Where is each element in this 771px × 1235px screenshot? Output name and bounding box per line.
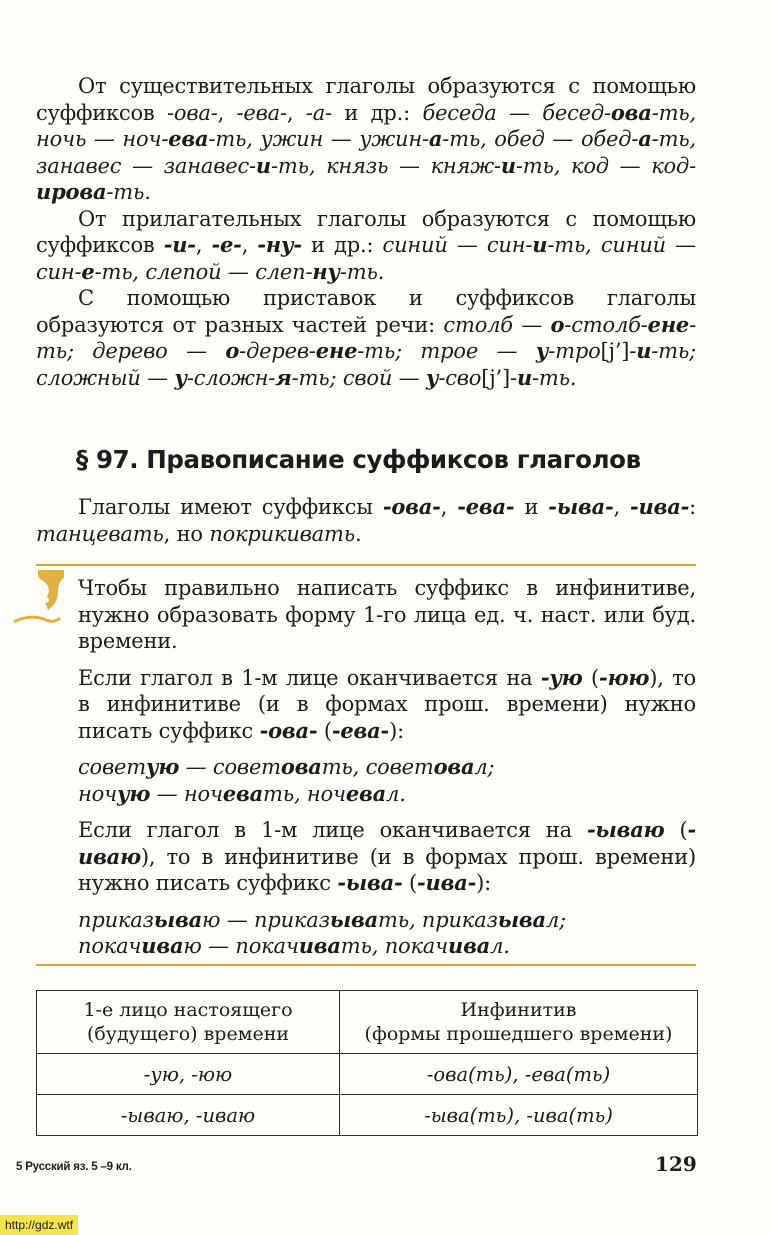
table-row [37,1054,698,1095]
text-run: а [428,126,443,151]
text-run: ива [298,933,341,958]
text-run: ова [433,754,475,779]
text-run: : [689,495,697,519]
text-run: -ова- [259,717,318,743]
text-run: От прилагательных глаголы образуются с помощью суффиксов [36,206,696,257]
table-header-row [37,991,698,1054]
text-run: -дерев- [239,339,316,363]
text-run: -юю [599,664,650,690]
text-run: - [629,339,637,363]
text-run: -ну- [257,232,302,257]
text-run: о [550,311,565,337]
table-cell: -ую, -юю [37,1054,340,1095]
text-run: совет [78,755,146,779]
text-run: ( [664,818,688,842]
section-title: § 97. Правописание суффиксов глаголов [76,445,641,474]
table-cell: -ыва(ть), -ива(ть) [340,1095,698,1136]
text-run: ( [402,871,418,895]
text-run: -ова- [167,100,218,125]
text-run: От существительных глаголы образуются с помощью суффиксов [36,74,696,125]
example-line-2 [78,781,696,808]
rule-divider-bottom [36,964,696,966]
text-run: у [535,338,549,363]
text-run: ую [116,780,151,806]
rule-text-2 [78,665,696,745]
text-run: -ть. [106,180,151,204]
text-run: -ть, слепой — слеп- [94,259,313,284]
text-run: ене [647,311,690,337]
text-run: , [613,495,631,519]
text-run: , [241,233,258,257]
text-run: , [440,495,458,519]
text-run: л; [474,755,495,779]
text-run: беседа — бесед- [422,100,611,125]
text-run: -ива- [417,870,477,895]
text-run: Если глагол в 1-м лице оканчивается на [78,818,587,842]
text-run: ): [389,718,404,743]
text-run: ), то в инфинитиве (и в формах прош. времени) нужно писать суффикс [78,665,696,743]
table-cell: -ова(ть), -ева(ть) [340,1054,698,1095]
text-run: -ть; свой — [291,365,426,390]
text-run: -тро [548,339,601,363]
text-run: , [286,100,306,125]
text-run: ноч [78,781,117,806]
rule-divider-top [36,564,696,566]
text-run: синий — син- [382,233,533,257]
text-run: -ева- [236,100,287,125]
text-run: ( [582,665,600,690]
section-intro-text [36,494,696,547]
text-run: -ть, код — код- [515,153,696,178]
text-run: ( [317,718,332,743]
text-run: -а- [305,100,332,125]
text-run: -ть, князь — княж- [270,153,501,178]
text-run: о [225,338,240,363]
text-run: -ть; сложный — [36,339,696,390]
text-run: и др.: [331,100,423,125]
text-run: ю — приказ [201,907,330,932]
table-header-cell-present [37,991,340,1054]
text-run: -сво [438,365,482,390]
table-cell: -ываю, -иваю [37,1095,340,1136]
text-run: ова [280,754,322,779]
text-run: -ть. [532,365,577,390]
text-run: и др.: [301,233,383,257]
text-run: ыва [153,906,202,932]
text-run: -ть, занавес — занавес- [36,127,696,178]
text-run: а [638,126,652,151]
watermark-link[interactable]: http://gdz.wtf [0,1215,78,1235]
intro-block [36,73,696,391]
text-run: покач [78,934,142,958]
text-run: и [255,152,271,178]
table-row [37,1095,698,1136]
text-run: — совет [179,755,281,779]
suffix-table [36,990,698,1136]
text-run: ива [141,933,184,958]
text-run: -иваю [78,817,697,869]
header-line: 1-е лицо настоящего [83,999,293,1021]
text-run: . [354,521,362,546]
text-run: ), то в инфинитиве (и в формах прош. времени) нужно писать суффикс [78,844,696,895]
text-run: ть, покач [340,934,448,958]
text-run: -ева- [331,717,390,743]
paragraph-from-adjectives [36,206,696,286]
text-run: -ть. [339,259,385,284]
text-run: ова [610,99,652,125]
rule-box [78,575,696,960]
example-line-1 [78,754,696,781]
text-run: танцевать [36,521,164,546]
text-run: -ываю [586,817,665,842]
text-run: ене [315,338,358,363]
text-run: и [532,232,548,257]
text-run: -ую [540,664,583,690]
text-run: С помощью приставок и суффиксов глаголы образуются от разных частей речи: [36,286,696,337]
pen-nib-icon [12,566,72,630]
text-run: л. [490,934,510,958]
text-run: ыва [497,906,546,932]
text-run: у [174,364,187,390]
text-run: -ть; дерево — [36,312,696,363]
text-run: ева [168,126,209,151]
paragraph-prefix-suffix [36,285,696,391]
text-run: Если глагол в 1-м лице оканчивается на [78,665,541,690]
paragraph-from-nouns [36,73,696,206]
page-number: 129 [655,1152,697,1176]
text-run: у [425,364,439,390]
text-run: ива [448,933,491,958]
text-run: -ова- [382,494,441,519]
text-run: , [195,233,212,257]
text-run: -ива- [630,494,690,519]
text-run: -ть, ужин — ужин- [208,127,429,151]
text-run: е [81,258,95,284]
text-run: покрикивать [209,521,355,546]
text-run: ть, ноч [263,781,346,806]
header-line: (будущего) времени [86,1023,290,1045]
text-run: [j’] [481,365,511,390]
section-intro [36,494,696,547]
text-run: [j’] [600,339,630,363]
text-run: и [514,495,549,519]
text-run: и [516,364,533,390]
text-run: и [500,152,516,178]
text-run: л; [545,907,566,932]
text-run: -ыва- [337,870,403,895]
text-run: ть, приказ [378,907,498,932]
text-run: л. [386,781,406,806]
text-run: ева [345,780,387,806]
text-run: , [217,100,237,125]
footer-book-title: 5 Русский яз. 5 –9 кл. [16,1161,132,1173]
header-line: (формы прошедшего времени) [364,1023,673,1045]
text-run: ну [312,258,340,284]
text-run: - [510,365,517,390]
text-run: столб — [443,312,551,337]
text-run: я [275,364,292,390]
text-run: -и- [163,232,196,257]
text-run: ыва [329,906,379,932]
text-run: ирова [36,179,107,204]
example-line-3 [78,907,696,934]
text-run: -ть, синий — син- [36,233,696,284]
text-run: ть, совет [321,755,434,779]
text-run: приказ [78,907,154,932]
text-run: — ноч [150,781,223,806]
text-run: ): [476,871,491,895]
text-run: -ть, ночь — ноч- [36,100,697,151]
rule-text-1 [78,575,696,655]
text-run: Чтобы правильно написать суффикс в инфинитиве, нужно образовать форму 1-го лица ед. ч. наст. или буд. времени. [78,576,696,653]
text-run: ю — покач [183,934,299,958]
table-header-cell-infinitive [340,991,698,1054]
example-line-4 [78,933,696,960]
text-run: -сложн- [186,365,276,390]
text-run: -ева- [457,494,515,519]
text-run: -ыва- [548,494,614,519]
header-line: Инфинитив [460,999,577,1021]
text-run: -ть, обед — обед- [442,127,639,151]
text-run: и [636,338,652,363]
text-run: , но [163,521,210,546]
text-run: ева [222,780,264,806]
text-run: -ть; трое — [357,339,536,363]
rule-text-3 [78,817,696,897]
text-run: ую [145,754,180,779]
text-run: -столб- [564,312,648,337]
text-run: -е- [211,232,242,257]
text-run: Глаголы имеют суффиксы [78,495,383,519]
